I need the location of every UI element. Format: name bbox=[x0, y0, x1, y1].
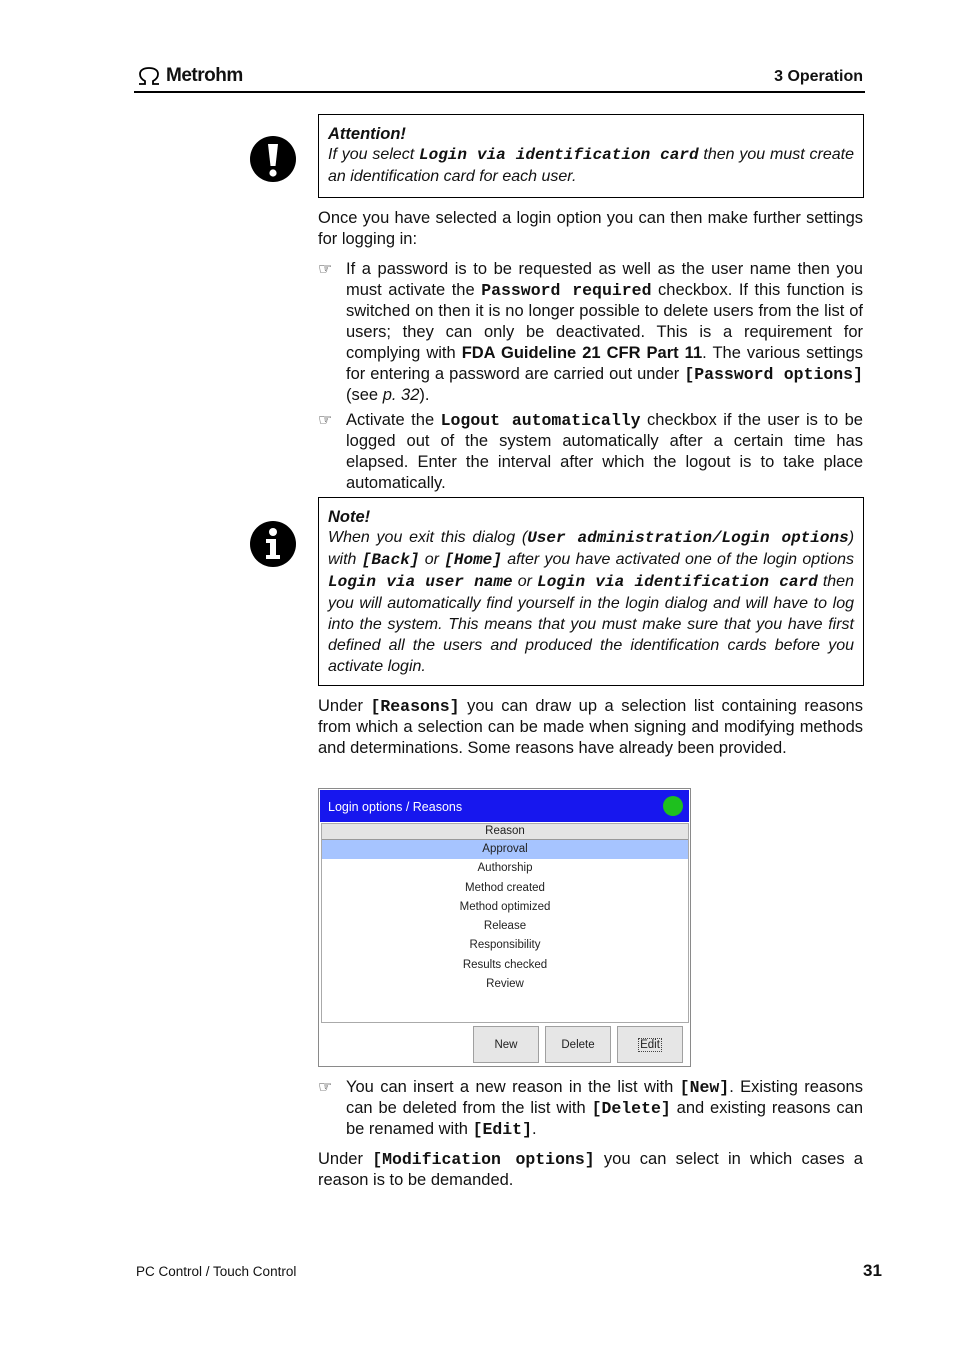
note-title: Note! bbox=[328, 508, 371, 526]
column-header-reason[interactable]: Reason bbox=[322, 824, 688, 840]
pointing-hand-icon: ☞ bbox=[318, 412, 333, 429]
modification-paragraph: Under [Modification options] you can select in which cases a reason is to be demanded. bbox=[318, 1150, 863, 1189]
pointing-hand-icon: ☞ bbox=[318, 261, 333, 278]
footer-title: PC Control / Touch Control bbox=[136, 1264, 297, 1279]
list-item[interactable]: Review bbox=[486, 978, 524, 991]
attention-title: Attention! bbox=[328, 125, 406, 143]
edit-button[interactable]: Edit bbox=[617, 1026, 683, 1063]
dialog-title-bar bbox=[320, 790, 689, 822]
chapter-title: 3 Operation bbox=[774, 68, 863, 85]
list-item[interactable]: Responsibility bbox=[469, 939, 541, 952]
list-item[interactable]: Release bbox=[483, 920, 527, 933]
reasons-list[interactable] bbox=[321, 823, 689, 1023]
bullet-password-required: ☞ If a password is to be requested as well as the user name then you must activate the Password required checkbox. If this function is switched on then it is no longer possible to delete users from the list of users; they can only be deactivated. This is a requirement for complying with FDA Guideline 21 CFR Part 11. The various settings for entering a password are carried out under [Password options] (see p. 32). bbox=[318, 260, 864, 404]
delete-button[interactable]: Delete bbox=[545, 1026, 611, 1063]
omega-icon bbox=[136, 66, 162, 86]
dialog-button-bar bbox=[321, 1025, 688, 1065]
page-number: 31 bbox=[863, 1261, 882, 1280]
list-item[interactable]: Method created bbox=[465, 881, 545, 894]
info-icon bbox=[249, 520, 297, 568]
note-box bbox=[318, 497, 864, 686]
pointing-hand-icon: ☞ bbox=[318, 1079, 333, 1096]
list-item[interactable]: Results checked bbox=[462, 958, 548, 971]
attention-box bbox=[318, 114, 864, 198]
new-button[interactable]: New bbox=[473, 1026, 539, 1063]
status-indicator-icon bbox=[663, 796, 683, 816]
dialog-title: Login options / Reasons bbox=[328, 800, 463, 814]
list-item[interactable]: Approval bbox=[322, 840, 688, 859]
metrohm-logo bbox=[136, 64, 243, 88]
brand-name: Metrohm bbox=[166, 65, 243, 86]
attention-text: If you select Login via identification card then you must create an identification card for each user. bbox=[328, 146, 854, 185]
bullet-list-buttons: ☞ You can insert a new reason in the list with [New]. Existing reasons can be deleted from the list with [Delete] and existing reasons can be renamed with [Edit]. bbox=[318, 1078, 863, 1139]
reasons-paragraph: Under [Reasons] you can draw up a selection list containing reasons from which a selection can be made when signing and modifying methods and determinations. Some reasons have already been provided. bbox=[318, 697, 863, 757]
list-item[interactable]: Authorship bbox=[477, 862, 533, 875]
bullet-logout-automatically: ☞ Activate the Logout automatically checkbox if the user is to be logged out of the system automatically after a certain time has elapsed. Enter the interval after which the logout is to take place automatically. bbox=[318, 411, 863, 492]
note-text: When you exit this dialog (User administration/Login options) with [Back] or [Home] after you have activated one of the login options Login via user name or Login via identification card then you will automatically find yourself in the login dialog and will have to log into the system. This means that you must make sure that you have first defined all the users and produced the identification cards before you activate login. bbox=[328, 529, 855, 675]
exclamation-icon bbox=[249, 135, 297, 183]
reasons-dialog bbox=[318, 788, 691, 1067]
intro-paragraph: Once you have selected a login option you can then make further settings for logging in: bbox=[318, 209, 863, 248]
list-item[interactable]: Method optimized bbox=[459, 900, 551, 913]
header-rule bbox=[134, 91, 865, 93]
